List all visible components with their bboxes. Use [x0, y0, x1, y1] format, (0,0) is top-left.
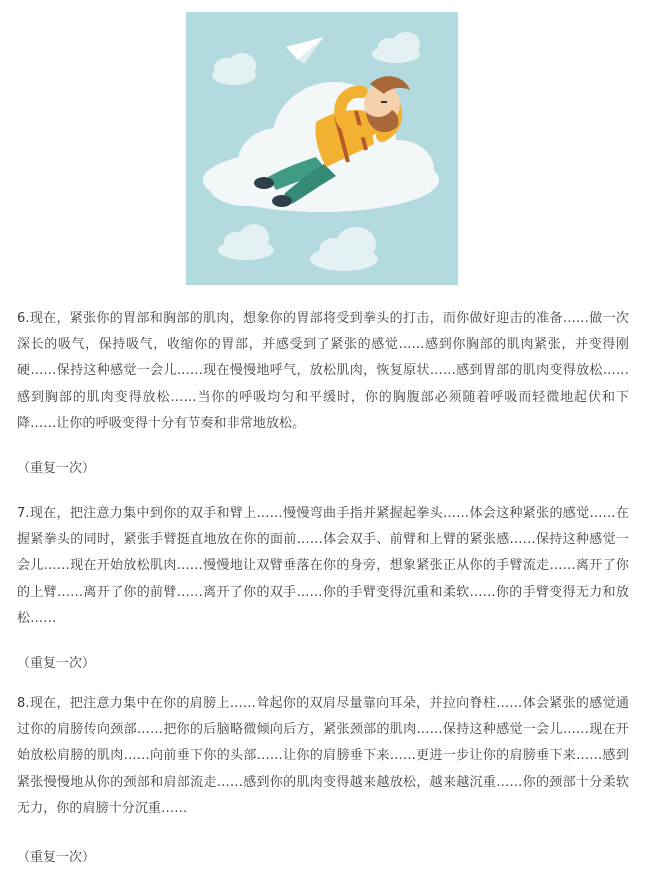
repeat-note: （重复一次）: [17, 656, 96, 671]
man-relaxing-on-cloud-illustration: [186, 12, 458, 285]
paragraph-step-8: 8.现在，把注意力集中在你的肩膀上……耸起你的双肩尽量靠向耳朵，并拉向脊柱……体会紧张的感觉通过你的肩膀传向颈部……把你的后脑略微倾向后方，紧张颈部的肌肉……保持这种感觉一会儿……现在开始放松肩膀的肌肉……向前垂下你的头部……让你的肩膀垂下来……更进一步让你的肩膀垂下来……感到紧张慢慢地从你的颈部和肩部流走……感到你的肌肉变得越来越放松，越来越沉重……你的颈部十分柔软无力，你的肩膀十分沉重……: [17, 696, 629, 816]
paragraph-step-6: 6.现在，紧张你的胃部和胸部的肌肉，想象你的胃部将受到拳头的打击，而你做好迎击的准备……做一次深长的吸气，保持吸气，收缩你的胃部，并感受到了紧张的感觉……感到你胸部的肌肉紧张，并变得刚硬……保持这种感觉一会儿……现在慢慢地呼气，放松肌肉，恢复原状……感到胃部的肌肉变得放松……感到胸部的肌肉变得放松……当你的呼吸均匀和平缓时，你的胸腹部必须随着呼吸而轻微地起伏和下降……让你的呼吸变得十分有节奏和非常地放松。: [17, 311, 629, 431]
repeat-note: （重复一次）: [17, 461, 96, 476]
repeat-note: （重复一次）: [17, 850, 96, 865]
paragraph-step-7: 7.现在，把注意力集中到你的双手和臂上……慢慢弯曲手指并紧握起拳头……体会这种紧张的感觉……在握紧拳头的同时，紧张手臂挺直地放在你的面前……体会双手、前臂和上臂的紧张感……保持这种感觉一会儿……现在开始放松肌肉……慢慢地让双臂垂落在你的身旁，想象紧张正从你的手臂流走……离开了你的上臂……离开了你的前臂……离开了你的双手……你的手臂变得沉重和柔软……你的手臂变得无力和放松……: [17, 506, 629, 626]
